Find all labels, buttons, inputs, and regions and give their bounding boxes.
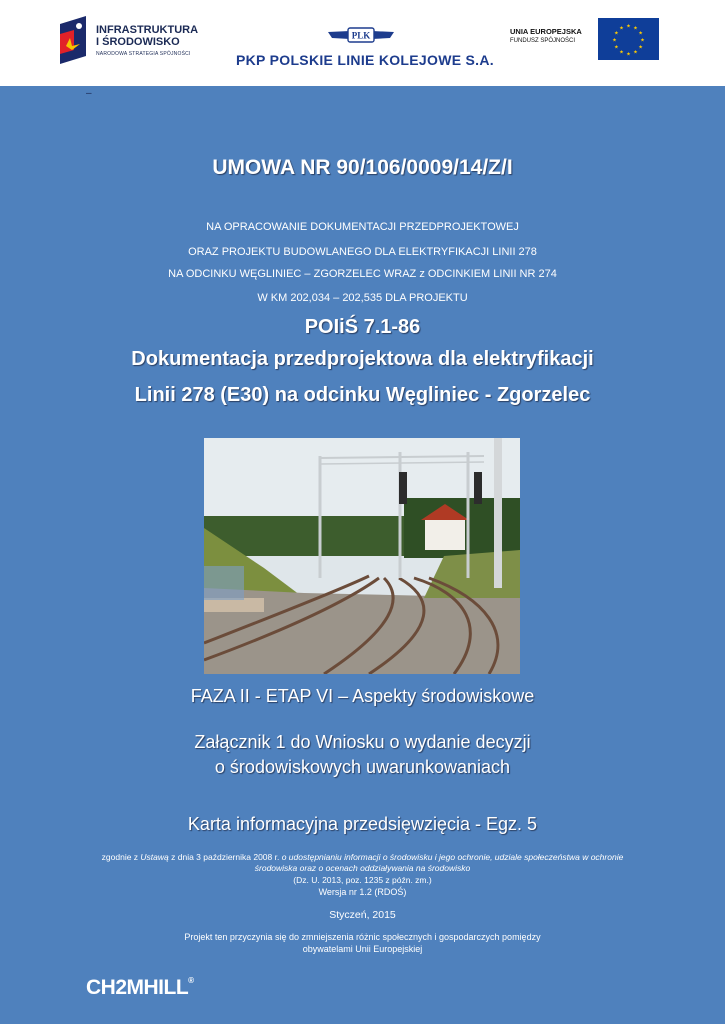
svg-text:★: ★ [614, 30, 619, 37]
subject-line-1: NA OPRACOWANIE DOKUMENTACJI PRZEDPROJEKTOWEJ [206, 221, 519, 233]
card-title: Karta informacyjna przedsięwzięcia - Egz. 5 [187, 814, 538, 834]
svg-text:★: ★ [638, 44, 643, 51]
act-title: o udostępnianiu informacji o środowisku i jego ochronie, udziale społeczeństwa w ochronie [281, 852, 624, 862]
act-prefix: zgodnie z [101, 852, 141, 862]
is-logo-line2: I ŚRODOWISKO [96, 36, 180, 48]
version: Wersja nr 1.2 (RDOŚ) [318, 887, 407, 897]
act-reference-line1 [0, 852, 725, 862]
header-bar [0, 0, 725, 86]
svg-text:★: ★ [626, 51, 631, 58]
svg-text:★: ★ [633, 49, 638, 56]
subject-line-4: W KM 202,034 – 202,535 DLA PROJEKTU [257, 292, 468, 304]
phase-title: FAZA II - ETAP VI – Aspekty środowiskowe [190, 686, 535, 706]
svg-text:★: ★ [640, 37, 645, 44]
ch2mhill-logo [86, 976, 194, 1000]
is-logo-line1: INFRASTRUKTURA [96, 24, 199, 36]
annex-line1: Załącznik 1 do Wniosku o wydanie decyzji [194, 732, 531, 752]
svg-text:★: ★ [633, 25, 638, 32]
project-name-line1: Dokumentacja przedprojektowa dla elektryfikacji [131, 348, 594, 370]
infrastruktura-logo [60, 16, 220, 66]
flag-icon [60, 16, 88, 64]
svg-text:★: ★ [619, 25, 624, 32]
railway-photo [204, 438, 520, 674]
svg-text:★: ★ [619, 49, 624, 56]
svg-text:★: ★ [614, 44, 619, 51]
header-dash: – [86, 88, 92, 99]
svg-text:PLK: PLK [351, 30, 371, 41]
plk-logo [236, 24, 496, 70]
eu-logo-line1: UNIA EUROPEJSKA [510, 27, 582, 36]
annex-line2: o środowiskowych uwarunkowaniach [214, 757, 511, 777]
eu-logo-line2: FUNDUSZ SPÓJNOŚCI [510, 38, 576, 44]
project-code: POIiŚ 7.1-86 [304, 316, 421, 338]
company-mark: ® [188, 976, 194, 985]
act-date: z dnia 3 października 2008 r. [168, 852, 282, 862]
act-title-cont: środowiska oraz o ocenach oddziaływania na środowisko [254, 863, 471, 873]
act-reference-line3: (Dz. U. 2013, poz. 1235 z późn. zm.) [293, 875, 432, 885]
eu-logo [500, 18, 660, 62]
footer-line2: obywatelami Unii Europejskiej [302, 944, 423, 954]
contract-title: UMOWA NR 90/106/0009/14/Z/I [212, 156, 513, 179]
plk-name: PKP POLSKIE LINIE KOLEJOWE S.A. [236, 52, 494, 68]
subject-line-2: ORAZ PROJEKTU BUDOWLANEGO DLA ELEKTRYFIKACJI LINII 278 [188, 246, 537, 258]
footer-line1: Projekt ten przyczynia się do zmniejszenia różnic społecznych i gospodarczych pomiędzy [184, 932, 541, 942]
act-reference-line2 [0, 863, 725, 873]
svg-text:★: ★ [638, 30, 643, 37]
is-logo-line3: NARODOWA STRATEGIA SPÓJNOŚCI [96, 51, 191, 57]
company-name: CH2MHILL [86, 976, 189, 999]
svg-text:★: ★ [612, 37, 617, 44]
subject-line-3: NA ODCINKU WĘGLINIEC – ZGORZELEC WRAZ z ODCINKIEM LINII NR 274 [168, 268, 557, 280]
act-name: Ustawą [140, 852, 169, 862]
document-date: Styczeń, 2015 [329, 909, 396, 921]
winged-emblem-icon [326, 24, 396, 46]
svg-text:★: ★ [626, 23, 631, 30]
project-name-line2: Linii 278 (E30) na odcinku Węgliniec - Zgorzelec [134, 384, 591, 406]
eu-flag-icon [598, 18, 659, 60]
